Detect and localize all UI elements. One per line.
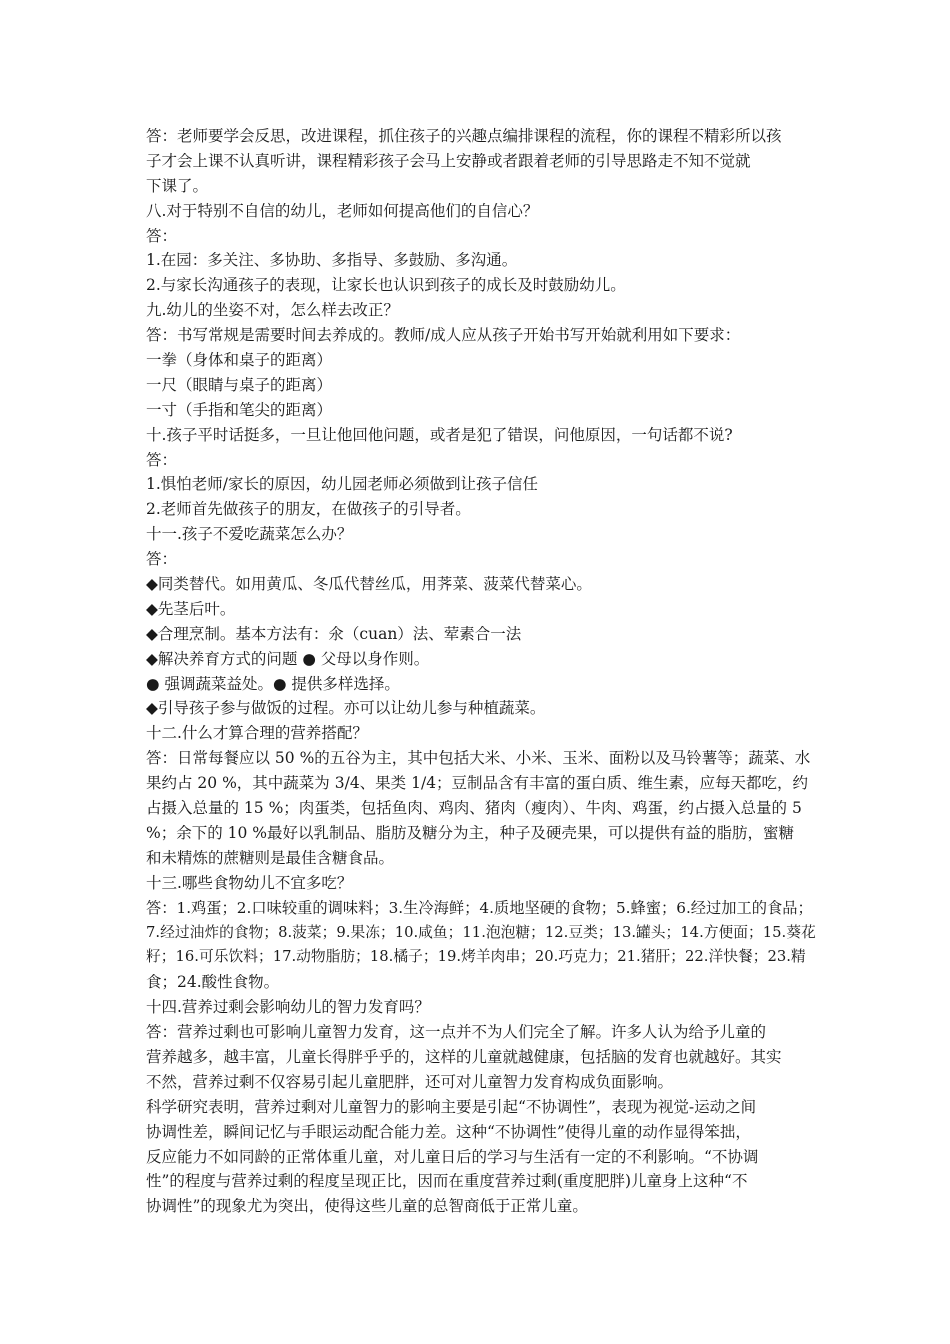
text-line: 1.在园：多关注、多协助、多指导、多鼓励、多沟通。 bbox=[146, 251, 518, 270]
text-line: 答：书写常规是需要时间去养成的。教师/成人应从孩子开始书写开始就利用如下要求： bbox=[146, 326, 741, 345]
text-line: ◆同类替代。如用黄瓜、冬瓜代替丝瓜，用荠菜、菠菜代替菜心。 bbox=[146, 575, 592, 594]
text-line: 协调性”的现象尤为突出，使得这些儿童的总智商低于正常儿童。 bbox=[146, 1197, 588, 1216]
text-line: 一寸（手指和笔尖的距离） bbox=[146, 400, 333, 419]
document-body bbox=[146, 124, 816, 1219]
text-line: 一拳（身体和桌子的距离） bbox=[146, 351, 333, 370]
text-line: 答：老师要学会反思，改进课程，抓住孩子的兴趣点编排课程的流程，你的课程不精彩所以孩 bbox=[146, 127, 782, 145]
text-line: %；余下的 10 %最好以乳制品、脂肪及糖分为主，种子及硬壳果，可以提供有益的脂肪，蜜糖 bbox=[146, 823, 795, 842]
text-line: 2.与家长沟通孩子的表现，让家长也认识到孩子的成长及时鼓励幼儿。 bbox=[146, 276, 626, 295]
text-line: 答： bbox=[146, 450, 178, 469]
text-line: 九.幼儿的坐姿不对，怎么样去改正？ bbox=[146, 301, 399, 320]
text-line: 八.对于特别不自信的幼儿，老师如何提高他们的自信心？ bbox=[146, 201, 539, 220]
text-line: 籽；16.可乐饮料；17.动物脂肪；18.橘子；19.烤羊肉串；20.巧克力；21.猪肝；22.洋快餐；23.精 bbox=[146, 948, 806, 966]
text-line: 子才会上课不认真听讲，课程精彩孩子会马上安静或者跟着老师的引导思路走不知不觉就 bbox=[146, 151, 751, 170]
text-line: 和未精炼的蔗糖则是最佳含糖食品。 bbox=[146, 848, 395, 867]
text-line: 科学研究表明，营养过剩对儿童智力的影响主要是引起“不协调性”，表现为视觉-运动之间 bbox=[146, 1097, 757, 1116]
text-line: 十一.孩子不爱吃蔬菜怎么办？ bbox=[146, 525, 353, 544]
text-line: 答：日常每餐应以 50 %的五谷为主，其中包括大米、小米、玉米、面粉以及马铃薯等；蔬菜、水 bbox=[146, 749, 811, 768]
text-line: ● 强调蔬菜益处。● 提供多样选择。 bbox=[146, 674, 400, 693]
text-line: 十三.哪些食物幼儿不宜多吃？ bbox=[146, 873, 353, 892]
text-line: 占摄入总量的 15 %；肉蛋类，包括鱼肉、鸡肉、猪肉（瘦肉）、牛肉、鸡蛋，约占摄入总量的 5 bbox=[146, 799, 802, 818]
text-line: 果约占 20 %，其中蔬菜为 3/4、果类 1/4；豆制品含有丰富的蛋白质、维生素，应每天都吃，约 bbox=[146, 774, 809, 793]
text-line: 2.老师首先做孩子的朋友，在做孩子的引导者。 bbox=[146, 500, 471, 519]
text-line: 一尺（眼睛与桌子的距离） bbox=[146, 375, 333, 394]
text-line: 答： bbox=[146, 226, 178, 245]
text-line: 7.经过油炸的食物；8.菠菜；9.果冻；10.咸鱼；11.泡泡糖；12.豆类；13.罐头；14.方便面；15.葵花 bbox=[146, 923, 816, 941]
text-line: 协调性差，瞬间记忆与手眼运动配合能力差。这种“不协调性”使得儿童的动作显得笨拙， bbox=[146, 1122, 751, 1141]
text-line: ◆解决养育方式的问题 ● 父母以身作则。 bbox=[146, 649, 430, 668]
text-line: 不然，营养过剩不仅容易引起儿童肥胖，还可对儿童智力发育构成负面影响。 bbox=[146, 1072, 674, 1091]
text-line: ◆先茎后叶。 bbox=[146, 599, 236, 618]
text-line: 十四.营养过剩会影响幼儿的智力发育吗？ bbox=[146, 998, 430, 1017]
text-line: 营养越多，越丰富，儿童长得胖乎乎的，这样的儿童就越健康，包括脑的发育也就越好。其实 bbox=[146, 1047, 782, 1066]
text-line: 答：营养过剩也可影响儿童智力发育，这一点并不为人们完全了解。许多人认为给予儿童的 bbox=[146, 1023, 767, 1042]
text-line: 性”的程度与营养过剩的程度呈现正比，因而在重度营养过剩(重度肥胖)儿童身上这种“不 bbox=[146, 1172, 748, 1191]
text-line: ◆引导孩子参与做饭的过程。亦可以让幼儿参与种植蔬菜。 bbox=[146, 699, 546, 718]
text-line: 答：1.鸡蛋；2.口味较重的调味料；3.生冷海鲜；4.质地坚硬的食物；5.蜂蜜；6.经过加工的食品； bbox=[146, 898, 813, 917]
text-line: 答： bbox=[146, 550, 178, 569]
text-line: 1.惧怕老师/家长的原因，幼儿园老师必须做到让孩子信任 bbox=[146, 475, 539, 494]
text-line: 下课了。 bbox=[146, 176, 209, 195]
text-line: 反应能力不如同龄的正常体重儿童，对儿童日后的学习与生活有一定的不利影响。“不协调 bbox=[146, 1147, 759, 1166]
text-line: 十二.什么才算合理的营养搭配？ bbox=[146, 724, 368, 743]
text-line: ◆合理烹制。基本方法有：氽（cuan）法、荤素合一法 bbox=[146, 624, 522, 643]
text-line: 食；24.酸性食物。 bbox=[146, 973, 280, 992]
text-line: 十.孩子平时话挺多，一旦让他回他问题，或者是犯了错误，问他原因，一句话都不说? bbox=[146, 425, 733, 444]
